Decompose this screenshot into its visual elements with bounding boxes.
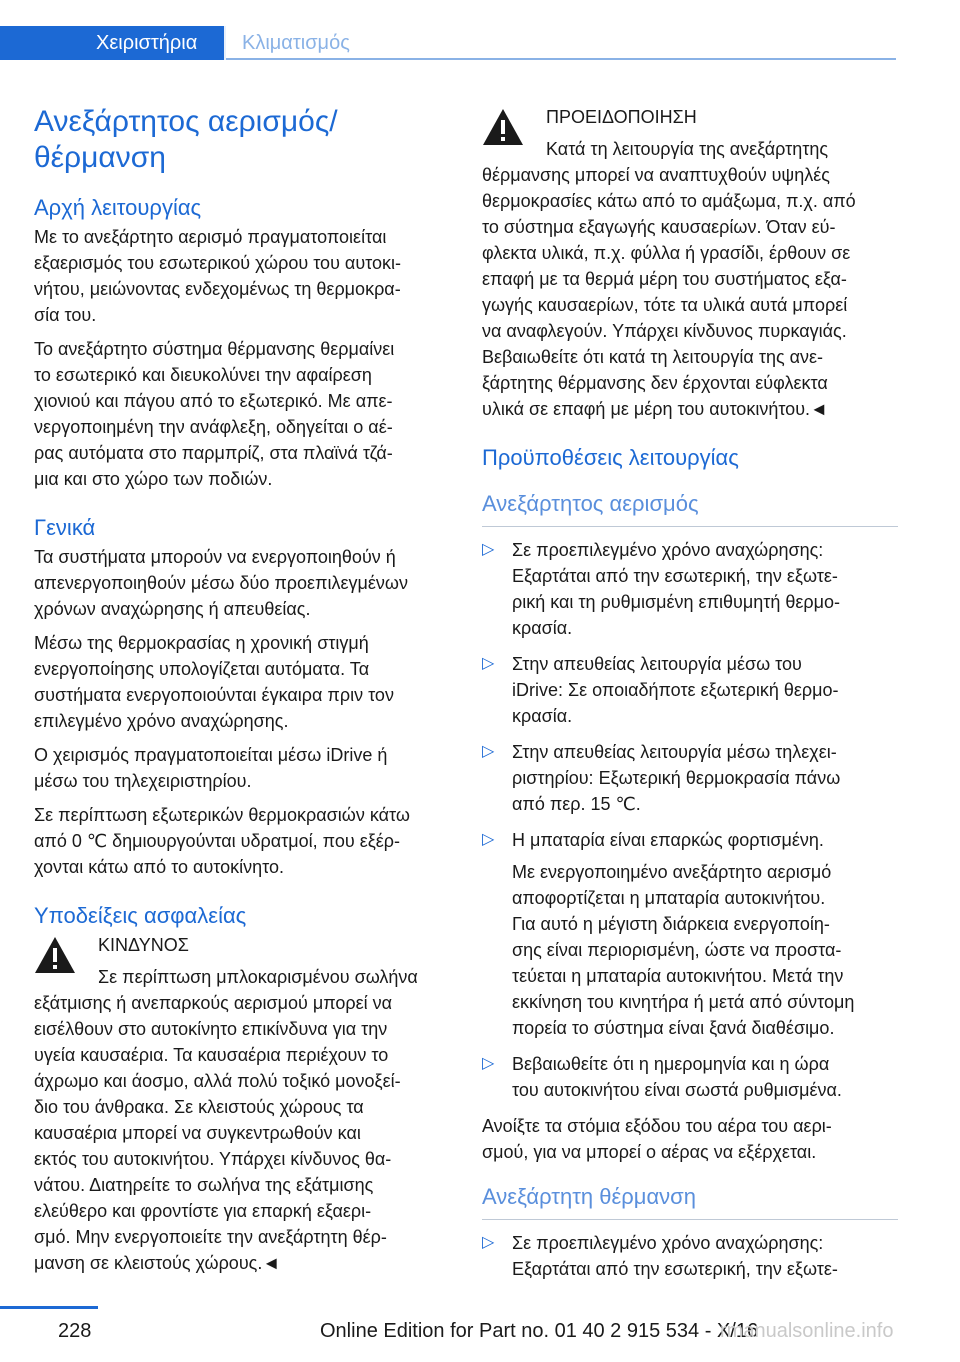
danger-body: εξάτμισης ή ανεπαρκούς αερισμού μπορεί να εισέλθουν στο αυτοκίνητο επικίνδυνα για την υγεία καυσαέρια. Τα καυσαέρια περιέχουν το άχρωμο και άοσμο, αλλά πολύ τοξικό μονοξεί‐ διο του άνθρακα. Σε κλειστούς χώρους τα καυσαέρια μπορεί να συγκεντρωθούν και εκτός του αυτοκινήτου. Υπάρχει κίνδυνος θα‐ νάτου. Διατηρείτε το σωλήνα της εξάτμισης ελεύθερο και φροντίστε για επαρκή εξαερι‐ σμό. Μην ενεργοποιείτε την ανεξάρτητη θέρ‐ μανση σε κλειστούς χώρους.◄ bbox=[34, 993, 401, 1273]
heading-safety: Υποδείξεις ασφαλείας bbox=[34, 903, 247, 928]
tab-controls[interactable]: Χειριστήρια bbox=[0, 26, 224, 60]
warning-notice bbox=[482, 104, 898, 422]
right-column bbox=[482, 104, 898, 1292]
footer-rule bbox=[0, 1306, 98, 1309]
danger-notice bbox=[34, 932, 452, 1276]
warning-triangle-icon bbox=[34, 936, 76, 974]
list-marker: ▷ bbox=[482, 655, 495, 672]
paragraph-general-1: Τα συστήματα μπορούν να ενεργοποιηθούν ή απενεργοποιηθούν μέσω δύο προεπιλεγμένων χρόνων αναχώρησης ή απευθείας. bbox=[34, 547, 408, 619]
heading-independent-ventilation: Ανεξάρτητος αερισμός bbox=[482, 491, 699, 516]
ventilation-conditions-list bbox=[482, 537, 898, 1103]
heading-principle: Αρχή λειτουργίας bbox=[34, 195, 202, 220]
danger-first-line: Σε περίπτωση μπλοκαρισμένου σωλήνα bbox=[98, 967, 418, 987]
heading-independent-heating: Ανεξάρτητη θέρμανση bbox=[482, 1184, 696, 1209]
left-column bbox=[34, 104, 452, 1284]
warning-heading: ΠΡΟΕΙΔΟΠΟΙΗΣΗ bbox=[546, 107, 697, 127]
list-marker: ▷ bbox=[482, 1234, 495, 1251]
chapter-tabbar bbox=[0, 0, 960, 60]
paragraph-general-4: Σε περίπτωση εξωτερικών θερμοκρασιών κάτω από 0 ℃ δημιουργούνται υδρατμοί, που εξέρ‐ χονται κάτω από το αυτοκίνητο. bbox=[34, 805, 410, 877]
heading-prerequisites: Προϋποθέσεις λειτουργίας bbox=[482, 445, 739, 470]
list-item: ▷ Σε προεπιλεγμένο χρόνο αναχώρησης: Εξαρτάται από την εσωτερική, την εξωτε‐ bbox=[482, 1230, 898, 1282]
list-marker: ▷ bbox=[482, 541, 495, 558]
page-number: 228 bbox=[58, 1320, 92, 1342]
heating-conditions-list bbox=[482, 1230, 898, 1282]
paragraph-open-vents: Ανοίξτε τα στόμια εξόδου του αέρα του αερι‐ σμού, για να μπορεί ο αέρας να εξέρχεται. bbox=[482, 1116, 832, 1162]
page-title-line-2: θέρμανση bbox=[34, 141, 166, 174]
warning-body: θέρμανσης μπορεί να αναπτυχθούν υψηλές θερμοκρασίες κάτω από το αμάξωμα, π.χ. από το σύστημα εξαγωγής καυσαερίων. Όταν εύ‐ φλεκτα υλικά, π.χ. φύλλα ή γρασίδι, έρθουν σε επαφή με τα θερμά μέρη του συστήματος εξα‐ γωγής καυσαερίων, τότε τα υλικά αυτά μπορεί να αναφλεγούν. Υπάρχει κίνδυνος πυρκαγιάς. Βεβαιωθείτε ότι κατά τη λειτουργία της ανε‐ ξάρτητης θέρμανσης δεν έρχονται εύφλεκτα υλικά σε επαφή με μέρη του αυτοκινήτου.◄ bbox=[482, 165, 856, 419]
list-item: ▷ Στην απευθείας λειτουργία μέσω τηλεχει‐ ριστηρίου: Εξωτερική θερμοκρασία πάνω από περ. 15 ℃. bbox=[482, 739, 898, 817]
paragraph-principle-1: Με το ανεξάρτητο αερισμό πραγματοποιείται εξαερισμός του εσωτερικού χώρου του αυτοκι‐ νήτου, μειώνοντας ενδεχομένως τη θερμοκρα‐ σία του. bbox=[34, 227, 402, 325]
list-item: ▷ Η μπαταρία είναι επαρκώς φορτισμένη. Με ενεργοποιημένο ανεξάρτητο αερισμό αποφορτίζεται η μπαταρία αυτοκινήτου. Για αυτό η μέγιστη διάρκεια ενεργοποίη‐ σης είναι περιορισμένη, ώστε να προστα‐ τεύεται η μπαταρία αυτοκινήτου. Μετά την εκκίνηση του κινητήρα ή μετά από σύντομη πορεία το σύστημα είναι ξανά διαθέσιμο. bbox=[482, 827, 898, 1041]
page-title bbox=[34, 104, 452, 176]
divider bbox=[482, 1219, 898, 1220]
list-marker: ▷ bbox=[482, 831, 495, 848]
tab-separator bbox=[224, 26, 226, 60]
battery-note: Με ενεργοποιημένο ανεξάρτητο αερισμό αποφορτίζεται η μπαταρία αυτοκινήτου. Για αυτό η μέγιστη διάρκεια ενεργοποίη‐ σης είναι περιορισμένη, ώστε να προστα‐ τεύεται η μπαταρία αυτοκινήτου. Μετά την εκκίνηση του κινητήρα ή μετά από σύντομη πορεία το σύστημα είναι ξανά διαθέσιμο. bbox=[512, 862, 855, 1038]
page-title-line-1: Ανεξάρτητος αερισμός/ bbox=[34, 105, 338, 138]
warning-triangle-icon bbox=[482, 108, 524, 146]
list-marker: ▷ bbox=[482, 743, 495, 760]
tab-climate[interactable] bbox=[224, 26, 896, 60]
paragraph-principle-2: Το ανεξάρτητο σύστημα θέρμανσης θερμαίνει το εσωτερικό και διευκολύνει την αφαίρεση χιονιού και πάγου από το εξωτερικό. Με απε‐ νεργοποιημένη την ανάφλεξη, οδηγείται ο αέ‐ ρας αυτόματα στο παρμπρίζ, στα πλαϊνά τζά‐ μια και στο χώρο των ποδιών. bbox=[34, 339, 395, 489]
paragraph-general-2: Μέσω της θερμοκρασίας η χρονική στιγμή ενεργοποίησης υπολογίζεται αυτόματα. Τα συστήματα ενεργοποιούνται έγκαιρα πριν τον επιλεγμένο χρόνο αναχώρησης. bbox=[34, 633, 394, 731]
list-item: ▷ Σε προεπιλεγμένο χρόνο αναχώρησης: Εξαρτάται από την εσωτερική, την εξωτε‐ ρική και τη ρυθμισμένη επιθυμητή θερμο‐ κρασία. bbox=[482, 537, 898, 641]
watermark-site: rmanualsonline.info bbox=[720, 1320, 894, 1342]
danger-heading: ΚΙΝΔΥΝΟΣ bbox=[98, 935, 189, 955]
list-item: ▷ Βεβαιωθείτε ότι η ημερομηνία και η ώρα του αυτοκινήτου είναι σωστά ρυθμισμένα. bbox=[482, 1051, 898, 1103]
paragraph-general-3: Ο χειρισμός πραγματοποιείται μέσω iDrive ή μέσω του τηλεχειριστηρίου. bbox=[34, 745, 388, 791]
list-marker: ▷ bbox=[482, 1055, 495, 1072]
list-item: ▷ Στην απευθείας λειτουργία μέσω του iDrive: Σε οποιαδήποτε εξωτερική θερμο‐ κρασία. bbox=[482, 651, 898, 729]
divider bbox=[482, 526, 898, 527]
edition-text: Online Edition for Part no. 01 40 2 915 534 - X/16 bbox=[320, 1320, 759, 1342]
warning-first-line: Κατά τη λειτουργία της ανεξάρτητης bbox=[546, 139, 829, 159]
heading-general: Γενικά bbox=[34, 515, 96, 540]
tab-climate-label: Κλιματισμός bbox=[242, 32, 350, 54]
